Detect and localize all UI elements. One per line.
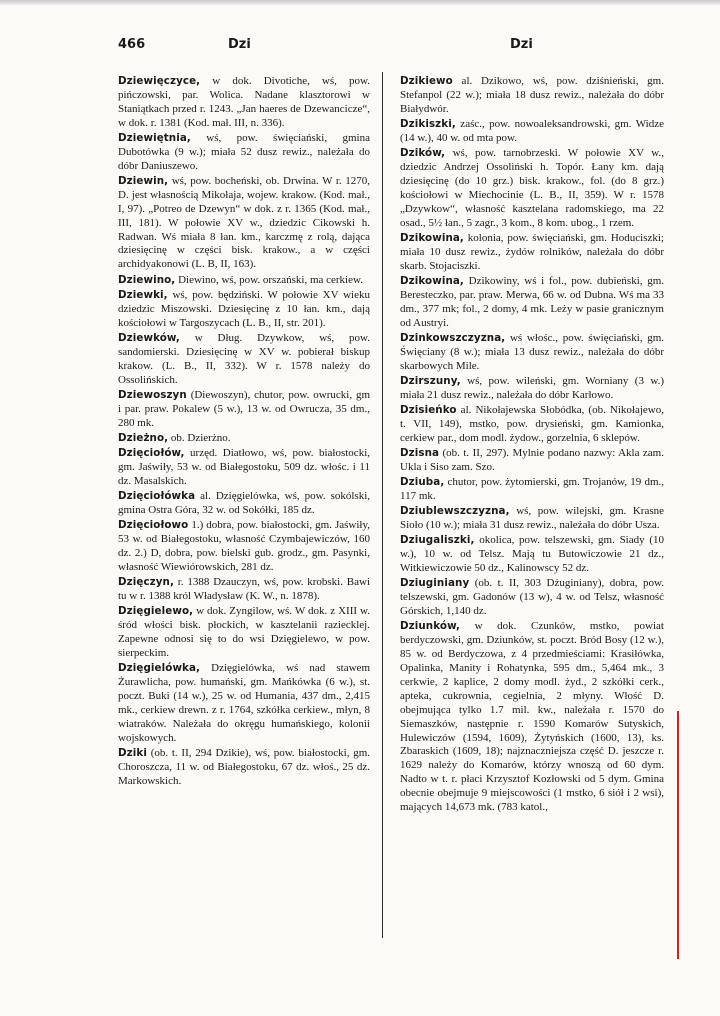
running-head-left: Dzi [228, 37, 251, 52]
dictionary-entry [118, 605, 370, 661]
dictionary-entry [118, 389, 370, 431]
entry-headword: Dzięgielówka, [118, 662, 201, 675]
entry-text: ob. Dzierżno. [168, 431, 231, 444]
entry-text: wś, pow. święciański, gmina Dubotówka (9 w.); miała 52 dusz rewiz., należała do dóbr Daniuszewo. [118, 131, 370, 172]
entry-headword: Dziunków, [400, 620, 461, 633]
entry-text: kolonia, pow. święciański, gm. Hoduciszki; miała 10 dusz rewiz., żydów rolników, należała do dóbr skarb. Stojaciszki. [400, 231, 664, 272]
entry-text: (Diewoszyn), chutor, pow. owrucki, gm i par. praw. Pokalew (5 w.), 13 w. od Owrucza, 35 dm., 280 mk. [118, 388, 370, 429]
entry-headword: Dziki [118, 746, 147, 759]
entry-text: r. 1388 Dzauczyn, wś, pow. krobski. Bawi tu w r. 1388 król Władysław (K. W., n. 1878). [118, 575, 370, 602]
entry-headword: Dzięciołowo [118, 519, 189, 532]
dictionary-entry [400, 375, 664, 403]
entry-text: wś, pow. wilejski, gm. Krasne Sioło (10 w.); miała 31 dusz rewiz., należała do dóbr Usza. [400, 505, 664, 532]
dictionary-entry [118, 175, 370, 272]
entry-text: wś włośc., pow. święciański, gm. Święciany (8 w.); miała 13 dusz rewiz., należała do dóbr skarbowych Mile. [400, 331, 664, 372]
column-divider [382, 72, 383, 938]
page-number: 466 [118, 37, 146, 52]
entry-text: wś, pow. bocheński, ob. Drwina. W r. 1270, D. jest własnością Mikołaja, wojew. krakow. (Kod. mał., I, 97). „Potreo de Dzewyn“ w dok. z r. 1365 (Kod. mał., III, 181). W połowie XV w., dziedzic Cikowski h. Radwan. Wś miała 8 łan. km., karczmę z rolą, dająca dziesięcinę w części bisk. krakow., a w części archidyakonowi (L. B, II, 163). [118, 174, 370, 271]
entry-text: al. Dzikowo, wś, pow. dziśnieński, gm. Stefanpol (22 w.); miała 18 dusz rewiz., należała do dóbr Białydwór. [400, 75, 664, 115]
right-column [400, 75, 664, 816]
dictionary-entry [400, 75, 664, 117]
entry-text: w dok. Czunków, mstko, powiat berdyczowski, gm. Dziunków, st. poczt. Bród Bosy (12 w.), 85 w. od Berdyczowa, z 4 przedmieściami: Krasiłówka, Opalinka, Manity i Rohatynka, 595 dm., 5,464 mk., 3 cerkwie, 2 kaplice, 2 domy modl. żyd., 2 szkółki cerk., apteka, cukrownia, cegielnia, 2 młyny. Włość D. obejmująca tylko 1.7 mil. kw., należała r. 1570 do Siemaszków, następnie r. 1590 Komarów Sutyskich, Hulewiczów (1594, 1609), Żytyńskich (1600, 13), ks. Zbaraskich (1609, 18); najznaczniejsza część D. jeszcze r. 1629 należy do Komarów, którzy wnoszą od 60 dym. Nadto w t. r. płaci Krzysztof Kozłowski od 5 dym. Gmina obecnie obejmuje 9 miejscowości (1 mstko, 6 siół i 2 wsi), mających 14,673 mk. (783 katol., [400, 620, 664, 814]
dictionary-entry [118, 289, 370, 331]
entry-text: (ob. t. II, 294 Dzikie), wś, pow. białostocki, gm. Choroszcza, 11 w. od Białegostoku, 67 dz. włoś., 25 dz. Markowskich. [118, 746, 370, 787]
entry-text: (ob. t. II, 303 Dżuginiany), dobra, pow. telszewski, gm. Gadonów (13 w), 4 w. od Telsz, własność Górskich, 1,140 dz. [400, 577, 664, 618]
dictionary-entry [400, 232, 664, 274]
entry-text: urzęd. Diatłowo, wś, pow. białostocki, gm. Jaświły, 53 w. od Białegostoku, 509 dz. włośc. i 11 dz. Masalskich. [118, 446, 370, 487]
dictionary-entry [400, 620, 664, 815]
entry-text: w dok. Divotiche, wś, pow. pińczowski, par. Wolica. Nadane klasztorowi w Staniątkach przed r. 1243. „Jan haeres de Dzewancicze“, w dok. r. 1381 (Kod. mał. III, n. 336). [118, 75, 370, 129]
dictionary-entry [400, 476, 664, 504]
entry-headword: Dziugaliszki, [400, 534, 475, 547]
dictionary-entry [118, 447, 370, 489]
entry-headword: Dziuginiany [400, 577, 470, 590]
dictionary-entry [400, 505, 664, 533]
entry-headword: Dzikiszki, [400, 118, 456, 131]
dictionary-entry [118, 75, 370, 131]
entry-headword: Dzisna [400, 446, 440, 459]
entry-text: w Dług. Dzywkow, wś, pow. sandomierski. Dziesięcinę w XV w. pobierał biskup krakow. (L. B., II, 332). W r. 1578 należy do Ossolińskich. [118, 331, 370, 386]
dictionary-entry [400, 577, 664, 619]
entry-headword: Dziewki, [118, 288, 168, 301]
entry-headword: Dzięczyn, [118, 575, 175, 588]
entry-headword: Dziewino, [118, 273, 176, 286]
dictionary-entry [400, 118, 664, 146]
entry-headword: Dzięciołówka [118, 489, 196, 502]
dictionary-entry [118, 490, 370, 518]
entry-headword: Dzikowina, [400, 274, 464, 287]
dictionary-entry [400, 404, 664, 446]
running-head-right: Dzi [510, 37, 533, 52]
dictionary-entry [118, 332, 370, 388]
entry-headword: Dzieżno, [118, 431, 169, 444]
entry-text: wś, pow. będziński. W połowie XV wieku dziedzic Miszowski. Dziesięcinę z 10 łan. km., dają kościołowi w Targoszycach (L. B., II, str. 201). [118, 288, 370, 329]
entry-headword: Dziewięczyce, [118, 75, 201, 87]
dictionary-entry [118, 519, 370, 575]
entry-headword: Dziewoszyn [118, 388, 187, 401]
left-column [118, 75, 370, 790]
entry-text: okolica, pow. telszewski, gm. Siady (10 w.), 10 w. od Telsz. Mają tu Butowiczowie 21 dz., Witkiewiczowie 50 dz., Kalinowscy 52 dz. [400, 534, 664, 575]
dictionary-entry [118, 432, 370, 446]
entry-text: Dzikowiny, wś i fol., pow. dubieński, gm. Beresteczko, par. praw. Merwa, 66 w. od Dubna. Wś ma 33 dm., 377 mk; fol., 2 domy, 4 mk. Leży w pasie granicznym od Austryi. [400, 274, 664, 329]
dictionary-entry [400, 447, 664, 475]
dictionary-entry [400, 275, 664, 331]
dictionary-entry [400, 534, 664, 576]
entry-text: chutor, pow. żytomierski, gm. Trojanów, 19 dm., 117 mk. [400, 476, 664, 502]
entry-headword: Dziewków, [118, 331, 180, 344]
page-header [118, 37, 678, 57]
entry-headword: Dzikowina, [400, 231, 464, 244]
dictionary-entry [118, 747, 370, 789]
entry-headword: Dziewiętnia, [118, 131, 191, 144]
entry-headword: Dziewin, [118, 174, 169, 187]
entry-text: al. Nikołajewska Słobódka, (ob. Nikołajewo, t. VII, 149), mstko, pow. drysieński, gm. Kamionka, cerkiew par., dom modl. żydow., gorzelnia, 6 sklepów. [400, 403, 664, 444]
dictionary-entry [400, 147, 664, 230]
entry-text: w dok. Zyngilow, wś. W dok. z XIII w. śród włości bisk. płockich, w kasztelanii raziecklej. Zapewne odnosi się to do wsi Dzięgielewo, w pow. sierpeckim. [118, 605, 370, 659]
dictionary-entry [118, 132, 370, 174]
entry-text: wś, pow. tarnobrzeski. W połowie XV w., dziedzic Andrzej Ossoliński h. Topór. Łany km. dają dziesięcinę (do 10 grz.) bisk. krakow., fol. (do 8 grz.) kościołowi w Miechocinie (L. B., II, 359). W r. 1578 „Dzywkow“, własność kasztelana radomskiego, ma 22 osad., 5½ łan., 5 zagr., 3 kom., 8 kom. ubog., 1 rzem. [400, 147, 664, 229]
dictionary-entry [118, 662, 370, 745]
entry-headword: Dzinkowszczyzna, [400, 331, 506, 344]
entry-text: al. Dzięgielówka, wś, pow. sokólski, gmina Ostra Góra, 32 w. od Sokółki, 185 dz. [118, 489, 370, 516]
entry-text: wś, pow. wileński, gm. Worniany (3 w.) miała 21 dusz rewiz., należała do dóbr Karłowo. [400, 374, 664, 401]
scan-top-edge [0, 0, 720, 5]
entry-text: Dzięgielówka, wś nad stawem Żurawlicha, pow. humański, gm. Mańkówka (6 w.), st. poczt. Buki (14 w.), 25 w. od Humania, 437 dm., 2,415 mk., cerkiew drewn. z r. 1764, szkółka cerkiew., młyn, 8 wiatraków. Należała do okręgu humańskiego, kolonii wojskowych. [118, 662, 370, 744]
dictionary-entry [118, 274, 370, 288]
entry-headword: Dzisieńko [400, 403, 457, 416]
entry-headword: Dziuba, [400, 476, 445, 489]
entry-headword: Dzięgielewo, [118, 605, 194, 618]
dictionary-entry [118, 576, 370, 604]
entry-headword: Dzirszuny, [400, 374, 461, 387]
entry-text: zaśc., pow. nowoaleksandrowski, gm. Widze (14 w.), 40 w. od mta pow. [400, 118, 664, 144]
dictionary-entry [400, 332, 664, 374]
entry-headword: Dzikiewo [400, 75, 453, 87]
entry-text: Diewino, wś, pow. orszański, ma cerkiew. [175, 273, 363, 286]
entry-headword: Dzików, [400, 147, 446, 160]
entry-headword: Dziublewszczyzna, [400, 505, 510, 518]
entry-text: 1.) dobra, pow. białostocki, gm. Jaświły, 53 w. od Białegostoku, własność Czymbajewiczów, 160 dz. 2.) D, dobra, pow. bielski gub. grodz., gm. Pasynki, własność Wiewiórowskich, 281 dz. [118, 519, 370, 573]
red-margin-mark [677, 711, 679, 959]
entry-text: (ob. t. II, 297). Mylnie podano nazwy: Akla zam. Ukla i Siso zam. Szo. [400, 446, 664, 473]
entry-headword: Dzięciołów, [118, 446, 185, 459]
